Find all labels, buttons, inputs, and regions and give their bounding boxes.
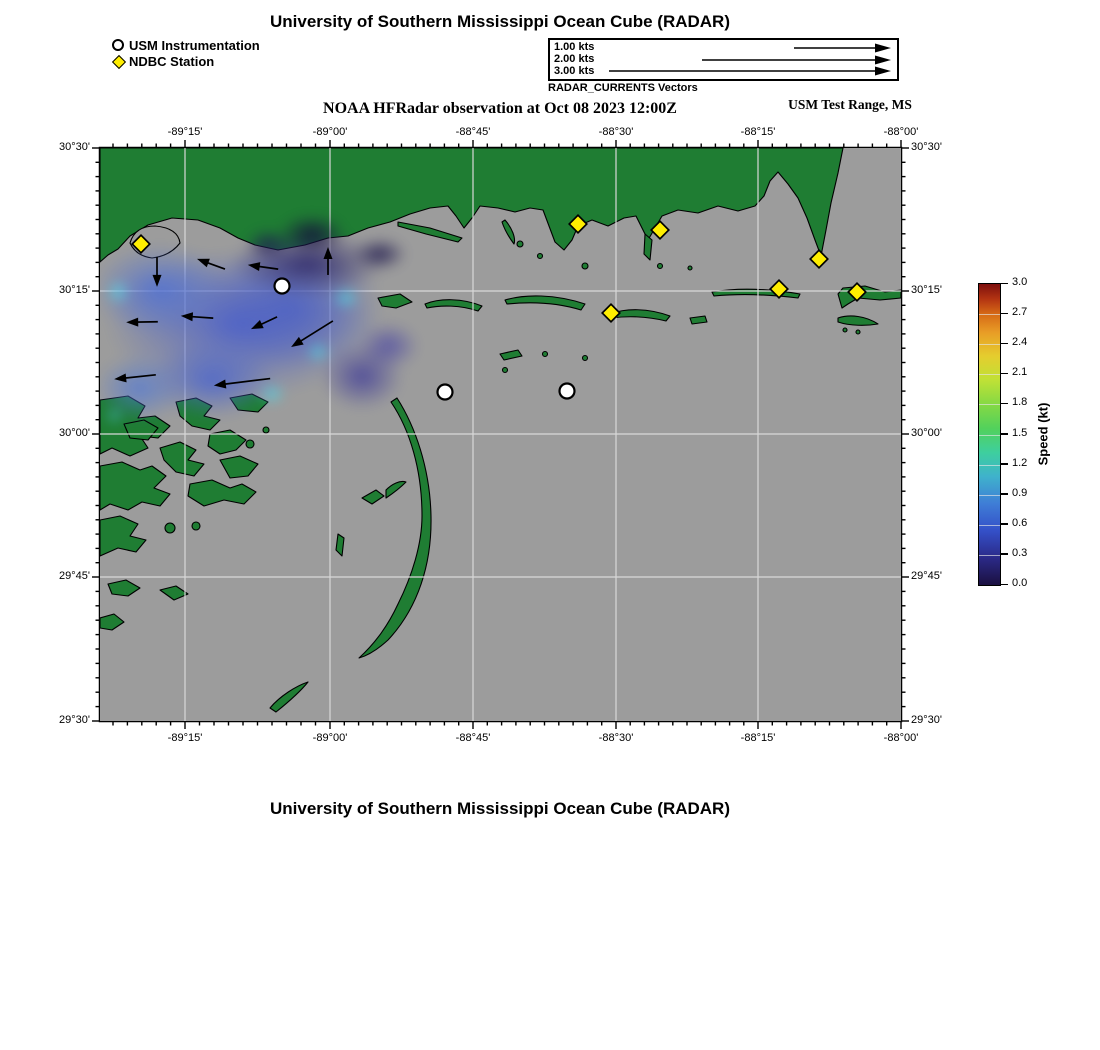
- colorbar-tick: [1001, 433, 1008, 435]
- ndbc-station-marker: [602, 304, 620, 322]
- colorbar-tick: [1001, 283, 1008, 285]
- vector-scale-caption: RADAR_CURRENTS Vectors: [548, 82, 698, 94]
- colorbar-tick-label: 3.0: [1012, 276, 1028, 288]
- ndbc-station-marker: [848, 283, 866, 301]
- lon-tick-label: -88°30': [598, 126, 634, 138]
- ndbc-station-marker: [132, 235, 150, 253]
- colorbar-tick: [1001, 403, 1008, 405]
- legend-label: USM Instrumentation: [129, 38, 260, 53]
- lat-tick-label: 30°15': [911, 284, 942, 296]
- usm-instrumentation-marker: [275, 279, 290, 294]
- usm-instrumentation-marker: [560, 384, 575, 399]
- colorbar-tick: [1001, 313, 1008, 315]
- colorbar-tick: [1001, 523, 1008, 525]
- lon-tick-label: -88°45': [455, 126, 491, 138]
- colorbar-tick: [1001, 584, 1008, 586]
- colorbar-tick-label: 2.1: [1012, 366, 1028, 379]
- stations-and-vectors: [100, 148, 901, 721]
- colorbar-tick-label: 1.5: [1012, 426, 1028, 439]
- lat-tick-label: 29°30': [911, 714, 942, 726]
- colorbar-tick: [1001, 493, 1008, 495]
- ndbc-station-marker: [651, 221, 669, 239]
- colorbar-tick-label: 2.4: [1012, 336, 1028, 349]
- lon-tick-label: -88°00': [883, 126, 919, 138]
- lon-tick-label: -88°30': [598, 732, 634, 744]
- colorbar-tick-label: 2.7: [1012, 306, 1028, 319]
- lat-tick-label: 29°45': [59, 570, 90, 582]
- ndbc-station-marker: [770, 280, 788, 298]
- lon-tick-label: -89°15': [167, 732, 203, 744]
- lon-tick-label: -88°45': [455, 732, 491, 744]
- map-canvas: [100, 148, 901, 721]
- lat-tick-label: 30°00': [911, 427, 942, 439]
- lat-tick-label: 29°45': [911, 570, 942, 582]
- colorbar-tick-label: 0.6: [1012, 516, 1028, 529]
- colorbar-title-text: Speed (kt): [1035, 402, 1051, 465]
- colorbar-tick-label: 0.3: [1012, 546, 1028, 559]
- colorbar-tick-label: 1.2: [1012, 456, 1028, 469]
- region-label: USM Test Range, MS: [788, 97, 912, 112]
- vector-scale-box: [548, 38, 899, 81]
- ndbc-station-marker: [810, 250, 828, 268]
- vector-scale-entry: 3.00 kts: [554, 65, 595, 77]
- lon-tick-label: -89°00': [312, 732, 348, 744]
- colorbar-title: [1036, 283, 1050, 584]
- legend-label: NDBC Station: [129, 54, 215, 69]
- colorbar-tick: [1001, 343, 1008, 345]
- colorbar-tick-label: 0.9: [1012, 486, 1028, 499]
- bottom-page-title: University of Southern Mississippi Ocean Cube (RADAR): [269, 799, 730, 818]
- lon-tick-label: -88°00': [883, 732, 919, 744]
- usm-instrumentation-marker: [438, 385, 453, 400]
- lat-tick-label: 29°30': [59, 714, 90, 726]
- observation-subtitle: NOAA HFRadar observation at Oct 08 2023 12:00Z: [323, 100, 677, 117]
- lat-tick-label: 30°30': [59, 141, 90, 153]
- lat-tick-label: 30°15': [59, 284, 90, 296]
- colorbar-tick-label: 1.8: [1012, 396, 1028, 409]
- vector-scale-entry: 1.00 kts: [554, 41, 595, 53]
- vector-scale-entry: 2.00 kts: [554, 53, 595, 65]
- colorbar-tick: [1001, 553, 1008, 555]
- page-title: University of Southern Mississippi Ocean Cube (RADAR): [269, 12, 730, 31]
- vector-scale-arrows: [550, 40, 897, 79]
- ndbc-station-marker: [569, 215, 587, 233]
- colorbar-tick: [1001, 463, 1008, 465]
- lon-tick-label: -89°15': [167, 126, 203, 138]
- colorbar: [978, 283, 1001, 586]
- lat-tick-label: 30°30': [911, 141, 942, 153]
- lon-tick-label: -88°15': [740, 732, 776, 744]
- colorbar-tick: [1001, 373, 1008, 375]
- lon-tick-label: -88°15': [740, 126, 776, 138]
- lon-tick-label: -89°00': [312, 126, 348, 138]
- colorbar-tick-label: 0.0: [1012, 577, 1028, 589]
- usm-instrumentation-circle-icon: [112, 39, 124, 51]
- lat-tick-label: 30°00': [59, 427, 90, 439]
